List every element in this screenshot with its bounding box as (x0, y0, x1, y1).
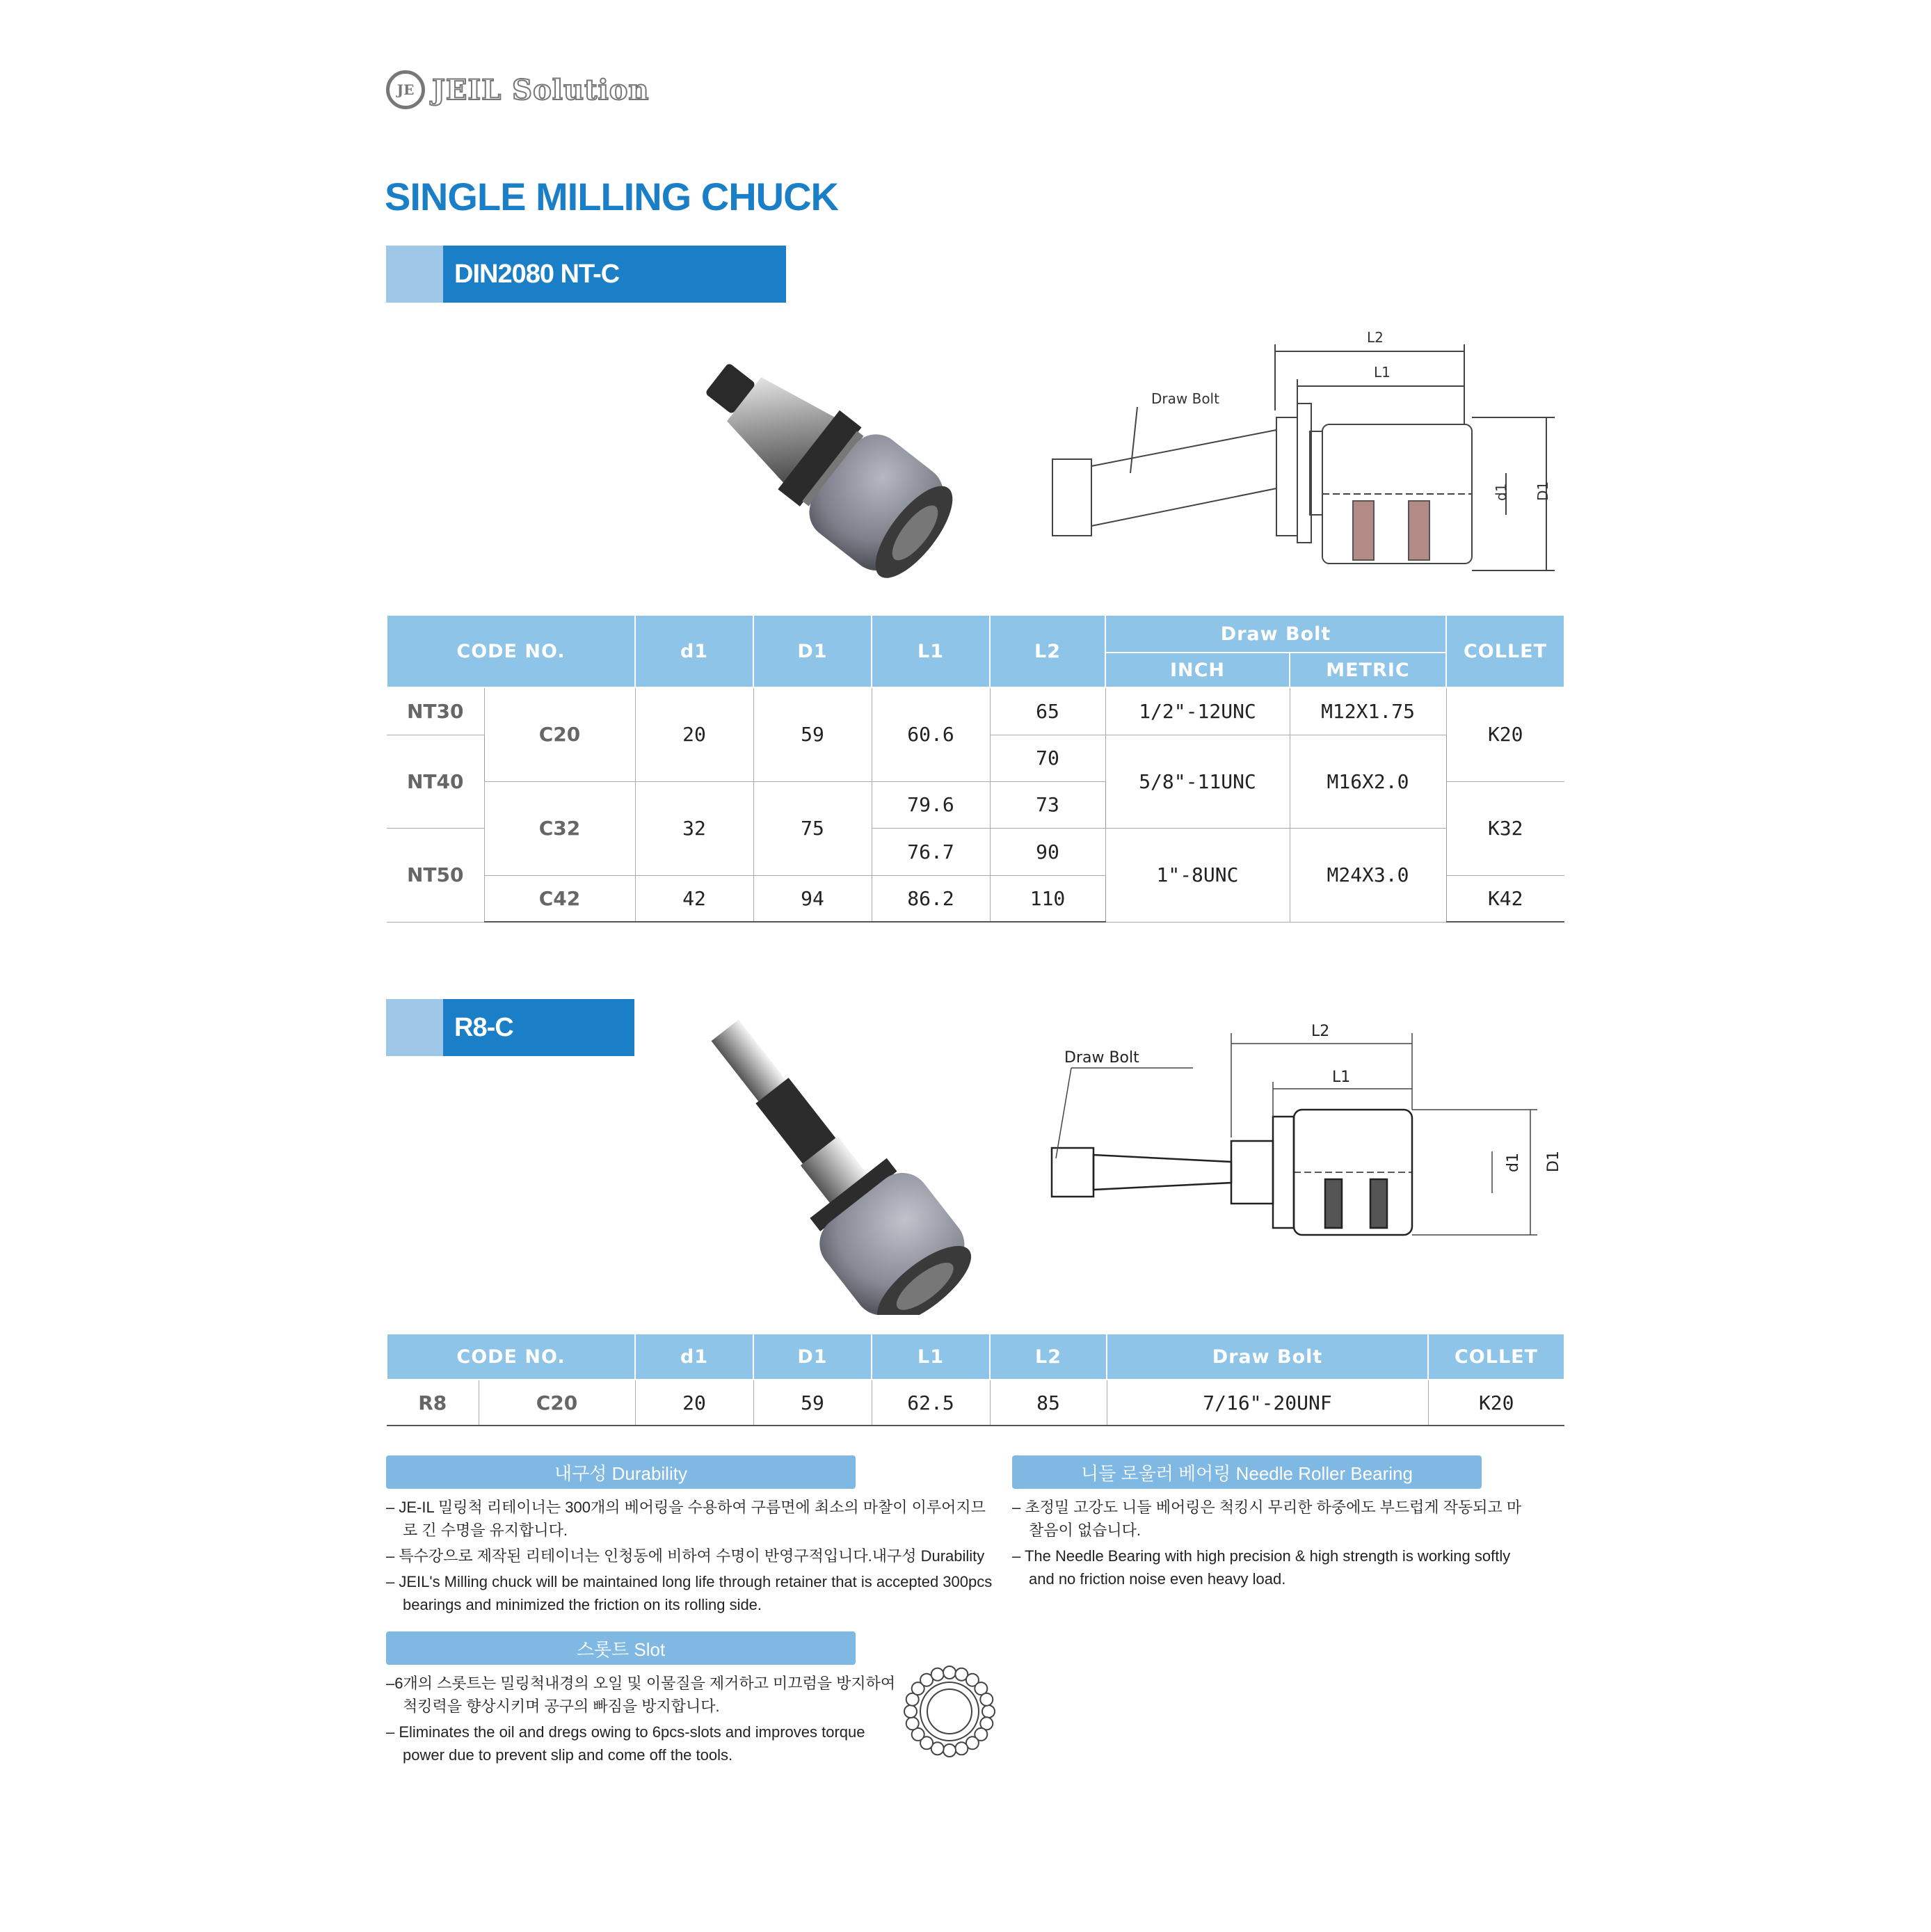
r8-header-d1: d1 (635, 1334, 753, 1380)
r8-header-draw-bolt: Draw Bolt (1107, 1334, 1428, 1380)
cell-d1-42: 42 (635, 875, 753, 922)
header-L2: L2 (990, 615, 1105, 687)
bearing-bead (906, 1717, 919, 1730)
bearing-bead (980, 1693, 993, 1706)
diagram1-d1-label: d1 (1493, 483, 1509, 501)
nt-spec-table (386, 614, 1565, 923)
r8-header-collet: COLLET (1428, 1334, 1564, 1380)
cell-D1-75: 75 (753, 781, 872, 875)
durability-heading: 내구성 Durability (386, 1455, 856, 1489)
cell-collet-k20: K20 (1446, 687, 1564, 781)
durability-text (386, 1496, 998, 1619)
r8-cell-L2: 85 (990, 1380, 1107, 1426)
brand-logo (386, 67, 649, 112)
cell-L1-79-6: 79.6 (872, 781, 990, 828)
r8-header-code-no: CODE NO. (387, 1334, 635, 1380)
r8-chuck-dimension-diagram (1043, 1012, 1572, 1256)
header-inch: INCH (1105, 653, 1290, 687)
cell-nt40: NT40 (387, 735, 484, 828)
bearing-bead (955, 1742, 968, 1755)
cell-inch-2: 5/8"-11UNC (1105, 735, 1290, 828)
r8-chuck-product-image (647, 1009, 1009, 1315)
durability-line-2: – 특수강으로 제작된 리테이너는 인청동에 비하여 수명이 반영구적입니다.내구성 Durability (386, 1547, 985, 1565)
cell-L2-90: 90 (990, 828, 1105, 875)
cell-L1-76-7: 76.7 (872, 828, 990, 875)
r8-cell-code: R8 (387, 1380, 479, 1426)
cell-c20: C20 (484, 687, 635, 781)
cell-collet-k32: K32 (1446, 781, 1564, 875)
header-d1: d1 (635, 615, 753, 687)
bearing-bead (982, 1705, 995, 1718)
logo-mark: JE (386, 70, 425, 109)
diagram2-d1-label: d1 (1505, 1153, 1522, 1172)
cell-D1-94: 94 (753, 875, 872, 922)
diagram2-D1-label: D1 (1545, 1151, 1562, 1172)
cell-collet-k42: K42 (1446, 875, 1564, 922)
cell-metric-3: M24X3.0 (1290, 828, 1446, 922)
slot-text (386, 1672, 901, 1769)
diagram2-draw-bolt-label: Draw Bolt (1064, 1049, 1139, 1067)
section-bar-r8 (386, 999, 634, 1056)
r8-header-L2: L2 (990, 1334, 1107, 1380)
r8-cell-draw-bolt: 7/16"-20UNF (1107, 1380, 1428, 1426)
durability-line-3: – JEIL's Milling chuck will be maintained long life through retainer that is accepted 300pcs bearings and minimized the friction on its rolling side. (386, 1573, 993, 1613)
cell-L2-110: 110 (990, 875, 1105, 922)
cell-nt30: NT30 (387, 687, 484, 735)
logo-text: JEIL Solution (432, 73, 650, 106)
durability-line-1: – JE-IL 밀링척 리테이너는 300개의 베어링을 수용하여 구름면에 최소의 마찰이 이루어지므로 긴 수명을 유지합니다. (386, 1499, 986, 1539)
cell-L2-70: 70 (990, 735, 1105, 781)
diagram2-l1-label: L1 (1332, 1069, 1351, 1086)
header-code-no: CODE NO. (387, 615, 635, 687)
bearing-bead (943, 1744, 956, 1757)
r8-header-L1: L1 (872, 1334, 990, 1380)
cell-d1-32: 32 (635, 781, 753, 875)
bearing-bead (943, 1666, 956, 1679)
cell-L1-60-6: 60.6 (872, 687, 990, 781)
needle-line-1: – 초정밀 고강도 니들 베어링은 척킹시 무리한 하중에도 부드럽게 작동되고 마찰음이 없습니다. (1012, 1499, 1522, 1539)
slot-line-2: – Eliminates the oil and dregs owing to 6pcs-slots and improves torque power due to prevent slip and come off the tools. (386, 1723, 865, 1764)
cell-L1-86-2: 86.2 (872, 875, 990, 922)
section-label-r8: R8-C (443, 999, 634, 1056)
cell-inch-3: 1"-8UNC (1105, 828, 1290, 922)
diagram1-l2-label: L2 (1367, 329, 1384, 346)
cell-metric-2: M16X2.0 (1290, 735, 1446, 828)
bearing-bead (904, 1705, 917, 1718)
r8-cell-sub: C20 (479, 1380, 635, 1426)
section-bar-din2080 (386, 246, 786, 303)
r8-cell-D1: 59 (753, 1380, 872, 1426)
needle-bearing-heading: 니들 로울러 베어링 Needle Roller Bearing (1012, 1455, 1482, 1489)
diagram1-l1-label: L1 (1374, 364, 1391, 381)
cell-L2-65: 65 (990, 687, 1105, 735)
section-label-din2080: DIN2080 NT-C (443, 246, 786, 303)
header-metric: METRIC (1290, 653, 1446, 687)
r8-header-D1: D1 (753, 1334, 872, 1380)
nt-chuck-dimension-diagram (1047, 327, 1576, 584)
bearing-bead (931, 1668, 944, 1681)
header-L1: L1 (872, 615, 990, 687)
cell-c32: C32 (484, 781, 635, 875)
r8-cell-collet: K20 (1428, 1380, 1564, 1426)
cell-L2-73: 73 (990, 781, 1105, 828)
slot-heading: 스롯트 Slot (386, 1631, 856, 1665)
cell-c42: C42 (484, 875, 635, 922)
nt-chuck-product-image (647, 320, 1002, 598)
header-draw-bolt: Draw Bolt (1105, 615, 1446, 653)
r8-spec-table (386, 1333, 1565, 1426)
diagram1-D1-label: D1 (1535, 481, 1551, 501)
page-title: SINGLE MILLING CHUCK (385, 175, 838, 218)
cell-d1-20: 20 (635, 687, 753, 781)
diagram2-l2-label: L2 (1311, 1023, 1330, 1040)
cell-metric-1: M12X1.75 (1290, 687, 1446, 735)
diagram1-draw-bolt-label: Draw Bolt (1151, 390, 1219, 407)
needle-line-2: – The Needle Bearing with high precision & high strength is working softly and no friction noise even heavy load. (1012, 1547, 1511, 1588)
header-D1: D1 (753, 615, 872, 687)
header-collet: COLLET (1446, 615, 1564, 687)
slot-line-1: –6개의 스롯트는 밀링척내경의 오일 및 이물질을 제거하고 미끄럼을 방지하여 척킹력을 향상시키며 공구의 빠짐을 방지합니다. (386, 1675, 896, 1715)
cell-D1-59: 59 (753, 687, 872, 781)
cell-inch-1: 1/2"-12UNC (1105, 687, 1290, 735)
cell-nt50: NT50 (387, 828, 484, 922)
r8-cell-d1: 20 (635, 1380, 753, 1426)
slot-bearing-ring-icon (897, 1659, 1002, 1764)
needle-bearing-text (1012, 1496, 1527, 1593)
r8-cell-L1: 62.5 (872, 1380, 990, 1426)
